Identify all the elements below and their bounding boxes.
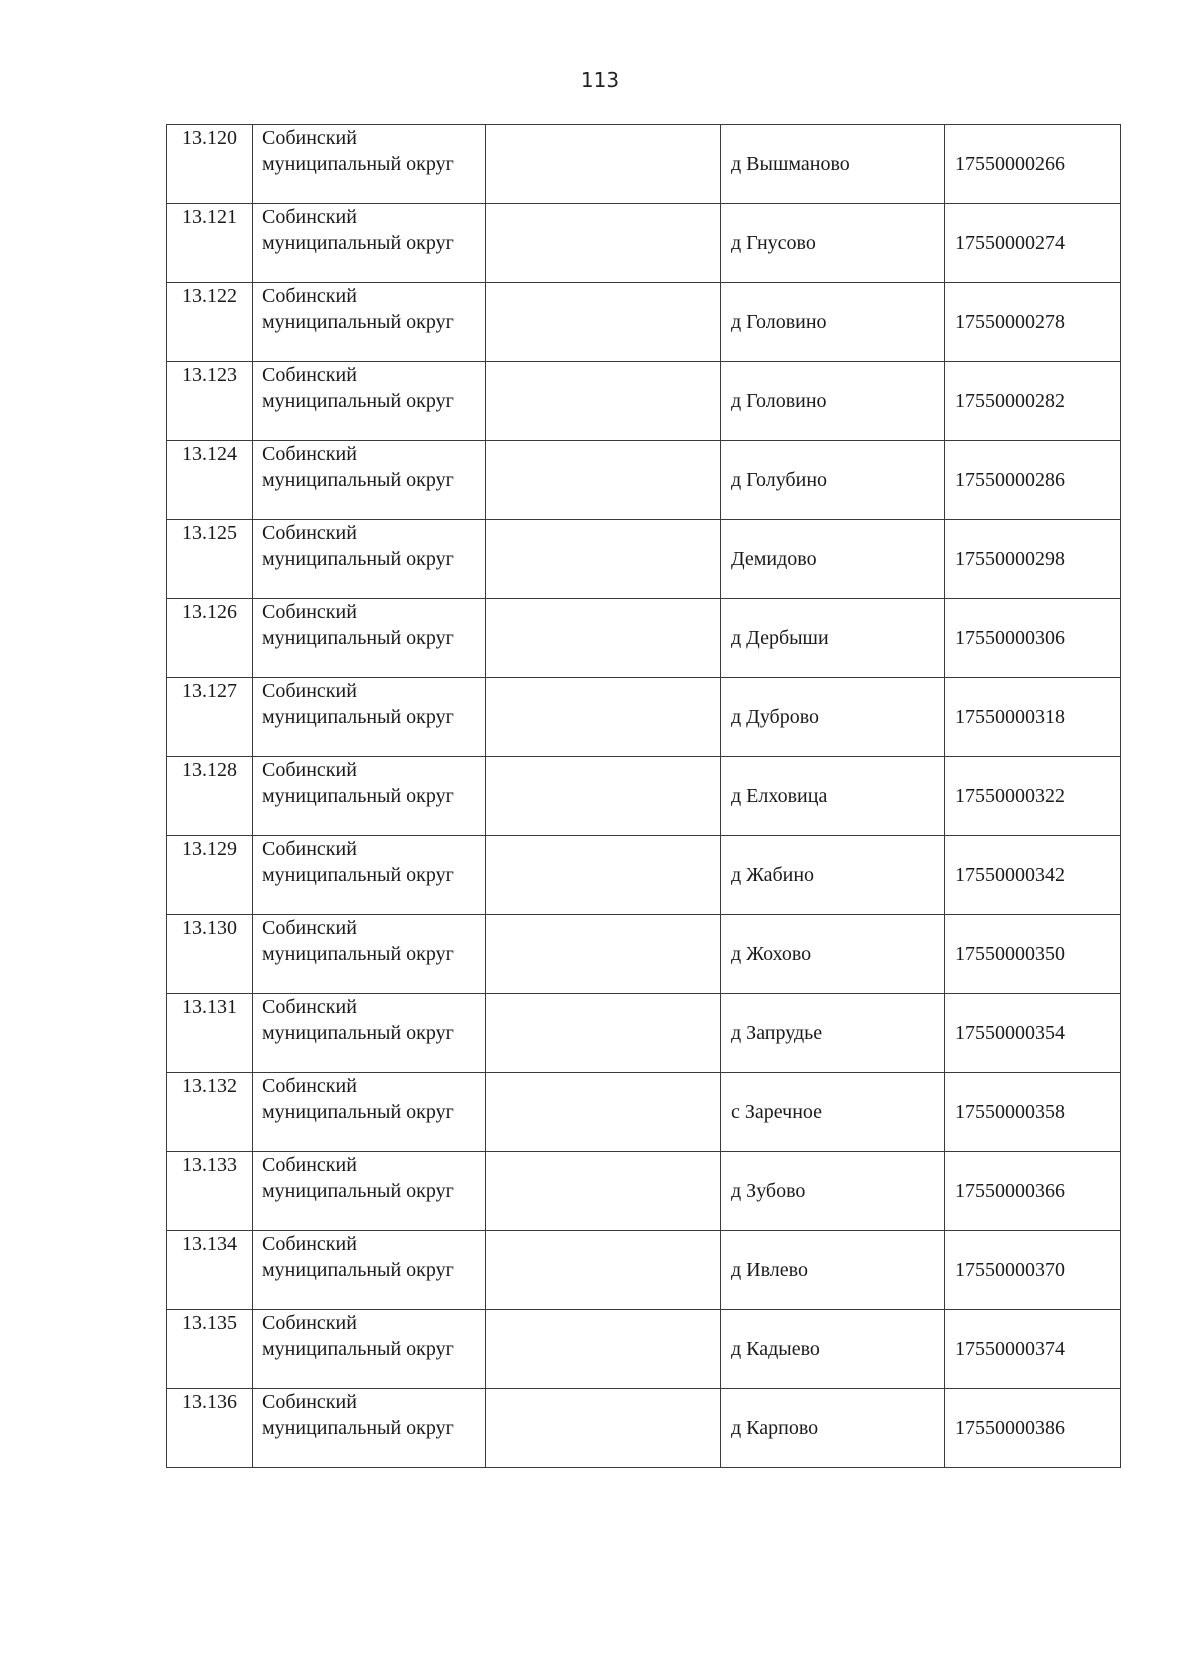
oktmo-code: 17550000358	[945, 1073, 1121, 1152]
page-number: 113	[580, 68, 620, 92]
oktmo-code: 17550000278	[945, 283, 1121, 362]
table-row	[167, 362, 1121, 441]
oktmo-code: 17550000370	[945, 1231, 1121, 1310]
table-row	[167, 836, 1121, 915]
district-name: Собинский муниципальный округ	[253, 204, 486, 283]
settlement-name: д Гнусово	[721, 204, 945, 283]
empty-cell	[486, 362, 721, 441]
table-body	[167, 125, 1121, 1468]
oktmo-code: 17550000366	[945, 1152, 1121, 1231]
oktmo-code: 17550000386	[945, 1389, 1121, 1468]
settlement-table	[166, 124, 1121, 1468]
oktmo-code: 17550000306	[945, 599, 1121, 678]
settlement-name: д Дербыши	[721, 599, 945, 678]
row-number: 13.122	[167, 283, 253, 362]
district-name: Собинский муниципальный округ	[253, 915, 486, 994]
table-row	[167, 1389, 1121, 1468]
oktmo-code: 17550000286	[945, 441, 1121, 520]
district-name: Собинский муниципальный округ	[253, 1231, 486, 1310]
row-number: 13.133	[167, 1152, 253, 1231]
row-number: 13.126	[167, 599, 253, 678]
settlement-name: д Вышманово	[721, 125, 945, 204]
district-name: Собинский муниципальный округ	[253, 599, 486, 678]
row-number: 13.131	[167, 994, 253, 1073]
settlement-name: д Запрудье	[721, 994, 945, 1073]
district-name: Собинский муниципальный округ	[253, 283, 486, 362]
row-number: 13.128	[167, 757, 253, 836]
table-row	[167, 283, 1121, 362]
table-row	[167, 994, 1121, 1073]
row-number: 13.134	[167, 1231, 253, 1310]
row-number: 13.124	[167, 441, 253, 520]
district-name: Собинский муниципальный округ	[253, 441, 486, 520]
row-number: 13.125	[167, 520, 253, 599]
settlement-name: Демидово	[721, 520, 945, 599]
table-row	[167, 599, 1121, 678]
empty-cell	[486, 125, 721, 204]
settlement-name: д Кадыево	[721, 1310, 945, 1389]
row-number: 13.129	[167, 836, 253, 915]
settlement-name: д Головино	[721, 362, 945, 441]
oktmo-code: 17550000274	[945, 204, 1121, 283]
table-row	[167, 757, 1121, 836]
district-name: Собинский муниципальный округ	[253, 1152, 486, 1231]
oktmo-code: 17550000322	[945, 757, 1121, 836]
settlement-name: д Жабино	[721, 836, 945, 915]
table-row	[167, 125, 1121, 204]
empty-cell	[486, 441, 721, 520]
oktmo-code: 17550000266	[945, 125, 1121, 204]
table-row	[167, 915, 1121, 994]
district-name: Собинский муниципальный округ	[253, 520, 486, 599]
district-name: Собинский муниципальный округ	[253, 757, 486, 836]
empty-cell	[486, 915, 721, 994]
settlement-name: д Жохово	[721, 915, 945, 994]
table-row	[167, 520, 1121, 599]
oktmo-code: 17550000298	[945, 520, 1121, 599]
district-name: Собинский муниципальный округ	[253, 362, 486, 441]
table-row	[167, 1231, 1121, 1310]
settlement-name: д Елховица	[721, 757, 945, 836]
oktmo-code: 17550000374	[945, 1310, 1121, 1389]
empty-cell	[486, 204, 721, 283]
district-name: Собинский муниципальный округ	[253, 1073, 486, 1152]
table-row	[167, 1152, 1121, 1231]
settlement-name: с Заречное	[721, 1073, 945, 1152]
district-name: Собинский муниципальный округ	[253, 836, 486, 915]
district-name: Собинский муниципальный округ	[253, 1310, 486, 1389]
row-number: 13.130	[167, 915, 253, 994]
oktmo-code: 17550000318	[945, 678, 1121, 757]
empty-cell	[486, 678, 721, 757]
table-row	[167, 1310, 1121, 1389]
row-number: 13.136	[167, 1389, 253, 1468]
table-row	[167, 441, 1121, 520]
table-row	[167, 678, 1121, 757]
empty-cell	[486, 1231, 721, 1310]
empty-cell	[486, 1152, 721, 1231]
empty-cell	[486, 994, 721, 1073]
empty-cell	[486, 757, 721, 836]
district-name: Собинский муниципальный округ	[253, 1389, 486, 1468]
empty-cell	[486, 1389, 721, 1468]
district-name: Собинский муниципальный округ	[253, 678, 486, 757]
empty-cell	[486, 283, 721, 362]
settlement-name: д Ивлево	[721, 1231, 945, 1310]
oktmo-code: 17550000354	[945, 994, 1121, 1073]
settlement-name: д Карпово	[721, 1389, 945, 1468]
row-number: 13.135	[167, 1310, 253, 1389]
empty-cell	[486, 1310, 721, 1389]
table-row	[167, 204, 1121, 283]
settlement-name: д Зубово	[721, 1152, 945, 1231]
oktmo-code: 17550000282	[945, 362, 1121, 441]
oktmo-code: 17550000350	[945, 915, 1121, 994]
settlement-name: д Голубино	[721, 441, 945, 520]
settlement-name: д Дуброво	[721, 678, 945, 757]
settlement-name: д Головино	[721, 283, 945, 362]
row-number: 13.121	[167, 204, 253, 283]
empty-cell	[486, 1073, 721, 1152]
row-number: 13.127	[167, 678, 253, 757]
district-name: Собинский муниципальный округ	[253, 994, 486, 1073]
empty-cell	[486, 520, 721, 599]
empty-cell	[486, 836, 721, 915]
district-name: Собинский муниципальный округ	[253, 125, 486, 204]
row-number: 13.123	[167, 362, 253, 441]
table-row	[167, 1073, 1121, 1152]
empty-cell	[486, 599, 721, 678]
row-number: 13.120	[167, 125, 253, 204]
oktmo-code: 17550000342	[945, 836, 1121, 915]
row-number: 13.132	[167, 1073, 253, 1152]
